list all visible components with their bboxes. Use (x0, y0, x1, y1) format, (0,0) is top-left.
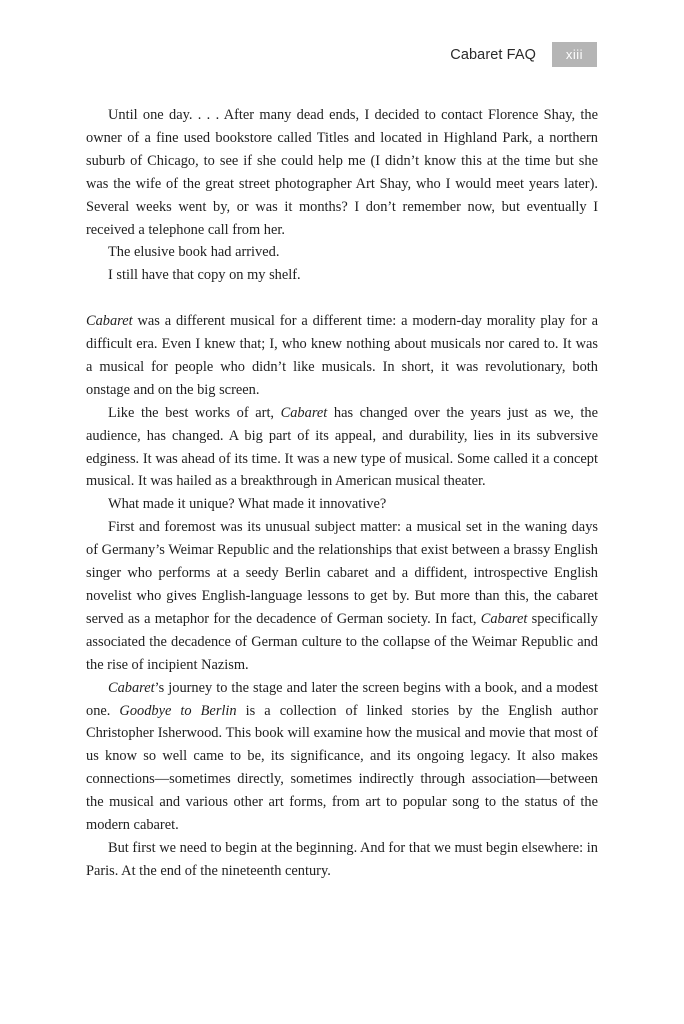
italic-title: Cabaret (108, 679, 155, 696)
italic-title: Cabaret (480, 610, 528, 627)
italic-title: Cabaret (86, 313, 133, 330)
paragraph-8 (86, 677, 598, 837)
paragraph-5-text-b: has changed over the years just as we, the audience, has changed. A big part of its appeal, and durability, lies in its subversive edginess. It was ahead of its time. It was a new type of musical. Some called it a concept musical. It was hailed as a breakthrough in American musical theater. (86, 404, 598, 490)
paragraph-3: I still have that copy on my shelf. (108, 267, 301, 284)
paragraph-2: The elusive book had arrived. (108, 244, 280, 261)
paragraph-8-text-a: ’s journey to the stage and later the screen begins with a book, and a modest one. (86, 679, 598, 719)
body-text (86, 104, 598, 883)
paragraph-9: But first we need to begin at the beginning. And for that we must begin elsewhere: in Paris. At the end of the nineteenth century. (86, 839, 598, 879)
italic-title: Cabaret (280, 404, 328, 421)
page-number: xiii (552, 42, 597, 67)
paragraph-7-text-b: specifically associated the decadence of German culture to the collapse of the Weimar Republic and the rise of incipient Nazism. (86, 610, 598, 673)
running-head (450, 42, 597, 67)
running-title: Cabaret FAQ (450, 46, 536, 63)
paragraph-8-text-b: is a collection of linked stories by the English author Christopher Isherwood. This book will examine how the musical and movie that most of us know so well came to be, its significance, and its ongoing legacy. It also makes connections—sometimes directly, sometimes indirectly through association—between the musical and various other art forms, from art to popular song to the status of the modern cabaret. (86, 702, 598, 834)
paragraph-6: What made it unique? What made it innovative? (108, 496, 387, 513)
paragraph-5 (86, 402, 598, 494)
paragraph-7 (86, 516, 598, 676)
paragraph-4-text: was a different musical for a different time: a modern-day morality play for a difficult era. Even I knew that; I, who knew nothing about musicals nor cared to. It was a musical for people who didn’t like musicals. In short, it was revolutionary, both onstage and on the big screen. (86, 313, 598, 398)
paragraph-7-text-a: First and foremost was its unusual subject matter: a musical set in the waning days of Germany’s Weimar Republic and the relationships that exist between a brassy English singer who performs at a seedy Berlin cabaret and a diffident, introspective English novelist who gives English-language lessons to get by. But more than this, the cabaret served as a metaphor for the decadence of German society. In fact, (86, 519, 598, 627)
paragraph-1: Until one day. . . . After many dead ends, I decided to contact Florence Shay, the owner of a fine used bookstore called Titles and located in Highland Park, a northern suburb of Chicago, to see if she could help me (I didn’t know this at the time but she was the wife of the great street photographer Art Shay, who I would meet years later). Several weeks went by, or was it months? I don’t remember now, but eventually I received a telephone call from her. (86, 107, 598, 238)
italic-book-title: Goodbye to Berlin (119, 702, 237, 719)
paragraph-5-text-a: Like the best works of art, (108, 404, 281, 421)
paragraph-4 (86, 310, 598, 402)
